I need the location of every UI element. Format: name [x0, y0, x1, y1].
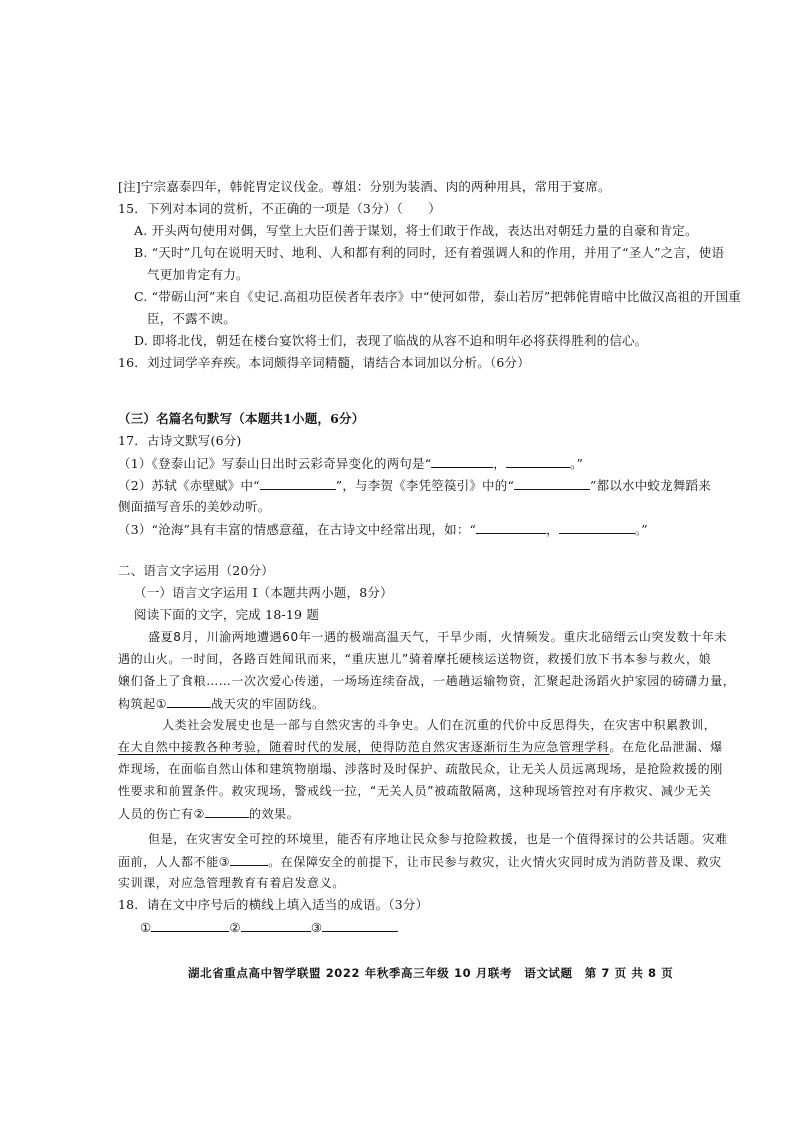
- passage-p2-line5: [118, 804, 299, 823]
- answer-blank[interactable]: [431, 454, 493, 468]
- passage-text: 构筑起①: [118, 697, 168, 711]
- question-17-item-3: [118, 520, 648, 539]
- question-15-option-c-line2: 臣，不露不谀。: [147, 311, 236, 326]
- answer-blank-2[interactable]: [241, 918, 311, 932]
- answer-blank[interactable]: [476, 520, 546, 534]
- passage-p1-line3: 嬢们备上了食粮……一次次爱心传递，一场场连续奋战，一趟趟运输物资，汇聚起赴汤蹈火护家园的磅礴力量，: [118, 674, 736, 688]
- item-3-separator: ，: [546, 522, 559, 537]
- passage-p1-line1: 盛夏8月，川渝两地遭遇60年一遇的极端高温天气，干旱少雨，火情频发。重庆北碚缙云山突发数十年未: [148, 630, 728, 644]
- passage-p3-line1: 但是，在灾害安全可控的环境里，能否有序地让民众参与抢险救援，也是一个值得探讨的公共话题。灾难: [148, 832, 728, 846]
- question-17-stem: 17．古诗文默写(6分): [118, 433, 242, 448]
- question-17-item-2: [118, 476, 711, 495]
- underlined-sentence: 在大自然中接教各种考验，随着时代的发展，使得防范自然灾害逐渐衍生为应急管理学科: [118, 740, 610, 754]
- idiom-blank-2[interactable]: [205, 804, 249, 818]
- annotation-note: [注]宁宗嘉泰四年，韩侂胄定议伐金。尊俎：分别为装酒、肉的两种用具，常用于宴席。: [118, 179, 611, 194]
- item-1-end: 。”: [570, 456, 584, 471]
- question-15-option-d: D. 即将北伐，朝廷在楼台宴饮将士们，表现了临战的从容不迫和明年必将获得胜利的信心。: [134, 333, 648, 348]
- page-footer: 湖北省重点高中智学联盟 2022 年秋季高三年级 10 月联考 语文试题 第 7 页 共 8 页: [188, 966, 674, 980]
- answer-blank[interactable]: [506, 454, 570, 468]
- passage-text: 的效果。: [248, 807, 300, 821]
- marker-3: ③: [310, 920, 323, 935]
- item-1-separator: ，: [493, 456, 506, 471]
- passage-p2-line1: 人类社会发展史也是一部与自然灾害的斗争史。人们在沉重的代价中反思得失，在灾害中积累教训，: [162, 718, 717, 732]
- question-18-answer-line: [140, 918, 398, 937]
- passage-p1-line4: [118, 694, 325, 713]
- item-3-prompt: （3）“沧海”具有丰富的情感意蕴，在古诗文中经常出现，如：“: [118, 522, 477, 537]
- passage-text: 面前，人人都不能③: [118, 855, 231, 869]
- passage-p1-line2: 遇的山火。一时间，各路百姓闻讯而来，“重庆崽儿”骑着摩托硬核运送物资，救援们放下书本参与救火，娘: [118, 652, 712, 666]
- passage-p3-line3: 实训课，对应急管理教育有着启发意义。: [118, 876, 345, 890]
- question-15-option-c-line1: C. “带砺山河”来自《史记.高祖功臣侯者年表序》中“使河如带，泰山若厉”把韩侂胄暗中比做汉高祖的开国重: [134, 289, 742, 304]
- idiom-blank-3[interactable]: [230, 852, 268, 866]
- part-2-subheading: （一）语言文字运用 I（本题共两小题，8分）: [134, 585, 393, 600]
- passage-text: 人员的伤亡有②: [118, 807, 205, 821]
- question-15-option-b-line1: B. “天时”几句在说明天时、地利、人和都有利的同时，还有着强调人和的作用，并用了“圣人”之言，使语: [134, 245, 725, 260]
- passage-p2-line2: [118, 738, 723, 756]
- question-16: 16．刘过词学辛弃疾。本词颇得辛词精髓，请结合本词加以分析。（6分）: [118, 355, 530, 370]
- part-2-heading: 二、语言文字运用（20分）: [118, 563, 275, 578]
- reading-instruction: 阅读下面的文字，完成 18-19 题: [134, 607, 320, 622]
- item-1-prompt: （1）《登泰山记》写泰山日出时云彩奇异变化的两句是“: [118, 456, 432, 471]
- section-3-heading: （三）名篇名句默写（本题共1小题，6分）: [118, 411, 365, 426]
- passage-p3-line2: [118, 852, 722, 871]
- question-15-option-a: A. 开头两句使用对偶，写堂上大臣们善于谋划，将士们敢于作战，表达出对朝廷力量的自豪和肯定。: [134, 223, 698, 238]
- passage-p2-line4: 性要求和前置条件。救灾现场，警戒线一拉，“无关人员”被疏散隔离，这种现场管控对有序救灾、减少无关: [118, 784, 712, 798]
- answer-blank-3[interactable]: [322, 918, 398, 932]
- question-15-option-b-line2: 气更加肯定有力。: [147, 267, 249, 282]
- question-17-item-2-line2: 侧面描写音乐的美妙动听。: [118, 499, 271, 514]
- question-15-stem: 15．下列对本词的赏析，不正确的一项是（3分）（ ）: [118, 201, 442, 216]
- item-2-middle: ”，与李贺《李凭箜篌引》中的“: [335, 478, 515, 493]
- question-17-item-1: [118, 454, 583, 473]
- marker-1: ①: [140, 920, 152, 935]
- passage-text: 战天灾的牢固防线。: [211, 697, 325, 711]
- question-18-stem: 18．请在文中序号后的横线上填入适当的成语。（3分）: [118, 897, 429, 912]
- answer-blank[interactable]: [514, 476, 590, 490]
- passage-p2-line3: 炸现场，在面临自然山体和建筑物崩塌、涉落时及时保护、疏散民众，让无关人员远离现场，是抢险救援的刚: [118, 762, 723, 776]
- answer-blank[interactable]: [260, 476, 336, 490]
- idiom-blank-1[interactable]: [167, 694, 211, 708]
- marker-2: ②: [229, 920, 241, 935]
- item-2-end: ”都以水中蛟龙舞蹈来: [590, 478, 711, 493]
- passage-text: 。在保障安全的前提下，让市民参与救灾，让火情火灾同时成为消防普及课、救灾: [268, 855, 722, 869]
- answer-blank-1[interactable]: [151, 918, 229, 932]
- answer-blank[interactable]: [559, 520, 635, 534]
- item-3-end: 。”: [634, 522, 648, 537]
- passage-text: 。在危化品泄漏、爆: [609, 740, 723, 754]
- item-2-prompt: （2）苏轼《赤壁赋》中“: [118, 478, 260, 493]
